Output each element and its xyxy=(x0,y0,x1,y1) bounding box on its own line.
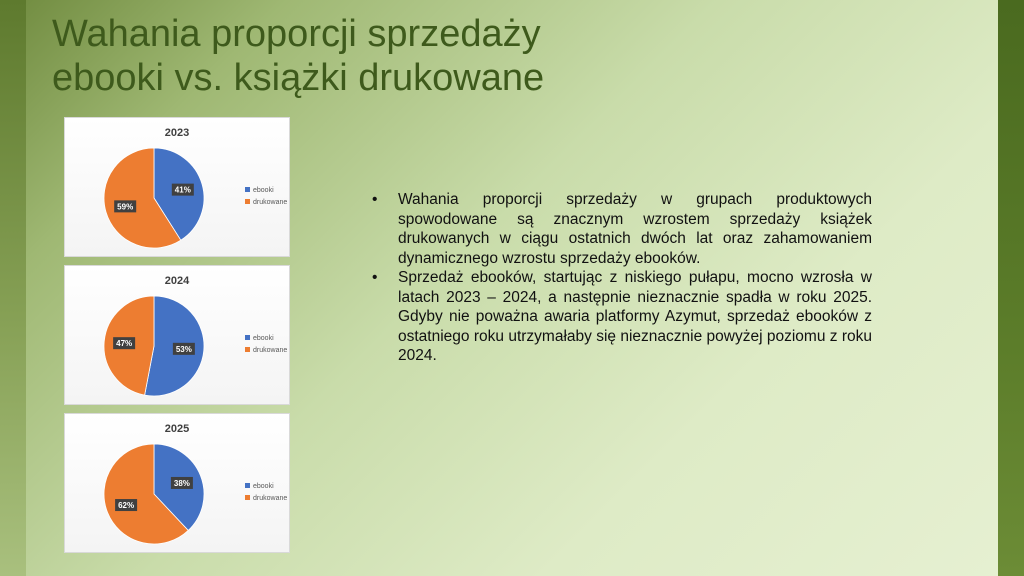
bullet-item-1: • Wahania proporcji sprzedaży w grupach produktowych spowodowane są znacznym wzrostem sprzedaży książek drukowanych w ciągu ostatnich dwóch lat oraz zahamowaniem dynamicznego wzrostu sprzedaży ebooków. xyxy=(372,190,872,268)
legend-swatch-drukowane xyxy=(245,495,250,500)
pie-chart-2025 xyxy=(64,413,290,553)
pie-chart-2025-svg xyxy=(65,414,289,552)
title-line-2: ebooki vs. książki drukowane xyxy=(52,57,545,99)
legend-label-ebooki: ebooki xyxy=(253,335,274,342)
legend-swatch-ebooki xyxy=(245,335,250,340)
right-accent-bar xyxy=(998,0,1024,576)
legend-swatch-drukowane xyxy=(245,347,250,352)
slide-title xyxy=(52,12,952,100)
data-label-ebooki: 38% xyxy=(173,478,190,488)
legend-label-drukowane: drukowane xyxy=(253,347,288,354)
bullet-list xyxy=(372,190,872,366)
legend-swatch-ebooki xyxy=(245,187,250,192)
legend-label-drukowane: drukowane xyxy=(253,199,288,206)
legend-label-drukowane: drukowane xyxy=(253,495,288,502)
chart-title: 2025 xyxy=(164,423,190,435)
data-label-drukowane: 59% xyxy=(117,202,134,212)
legend-swatch-drukowane xyxy=(245,199,250,204)
chart-title: 2023 xyxy=(164,127,190,139)
pie-chart-2024-svg xyxy=(65,266,289,404)
pie-chart-2023 xyxy=(64,117,290,257)
data-label-drukowane: 62% xyxy=(118,501,135,511)
legend-label-ebooki: ebooki xyxy=(253,483,274,490)
pie-chart-2024 xyxy=(64,265,290,405)
chart-title: 2024 xyxy=(164,275,190,287)
legend-label-ebooki: ebooki xyxy=(253,187,274,194)
title-line-1: Wahania proporcji sprzedaży xyxy=(52,13,541,55)
legend-swatch-ebooki xyxy=(245,483,250,488)
bullet-item-2: • Sprzedaż ebooków, startując z niskiego pułapu, mocno wzrosła w latach 2023 – 2024, a następnie nieznacznie spadła w roku 2025. Gdyby nie poważna awaria platformy Azymut, sprzedaż ebooków z ostatniego roku utrzymałaby się nieznacznie powyżej poziomu z roku 2024. xyxy=(372,268,872,366)
data-label-drukowane: 47% xyxy=(116,339,133,349)
left-accent-bar xyxy=(0,0,26,576)
data-label-ebooki: 41% xyxy=(174,185,191,195)
pie-chart-2023-svg xyxy=(65,118,289,256)
data-label-ebooki: 53% xyxy=(175,344,192,354)
